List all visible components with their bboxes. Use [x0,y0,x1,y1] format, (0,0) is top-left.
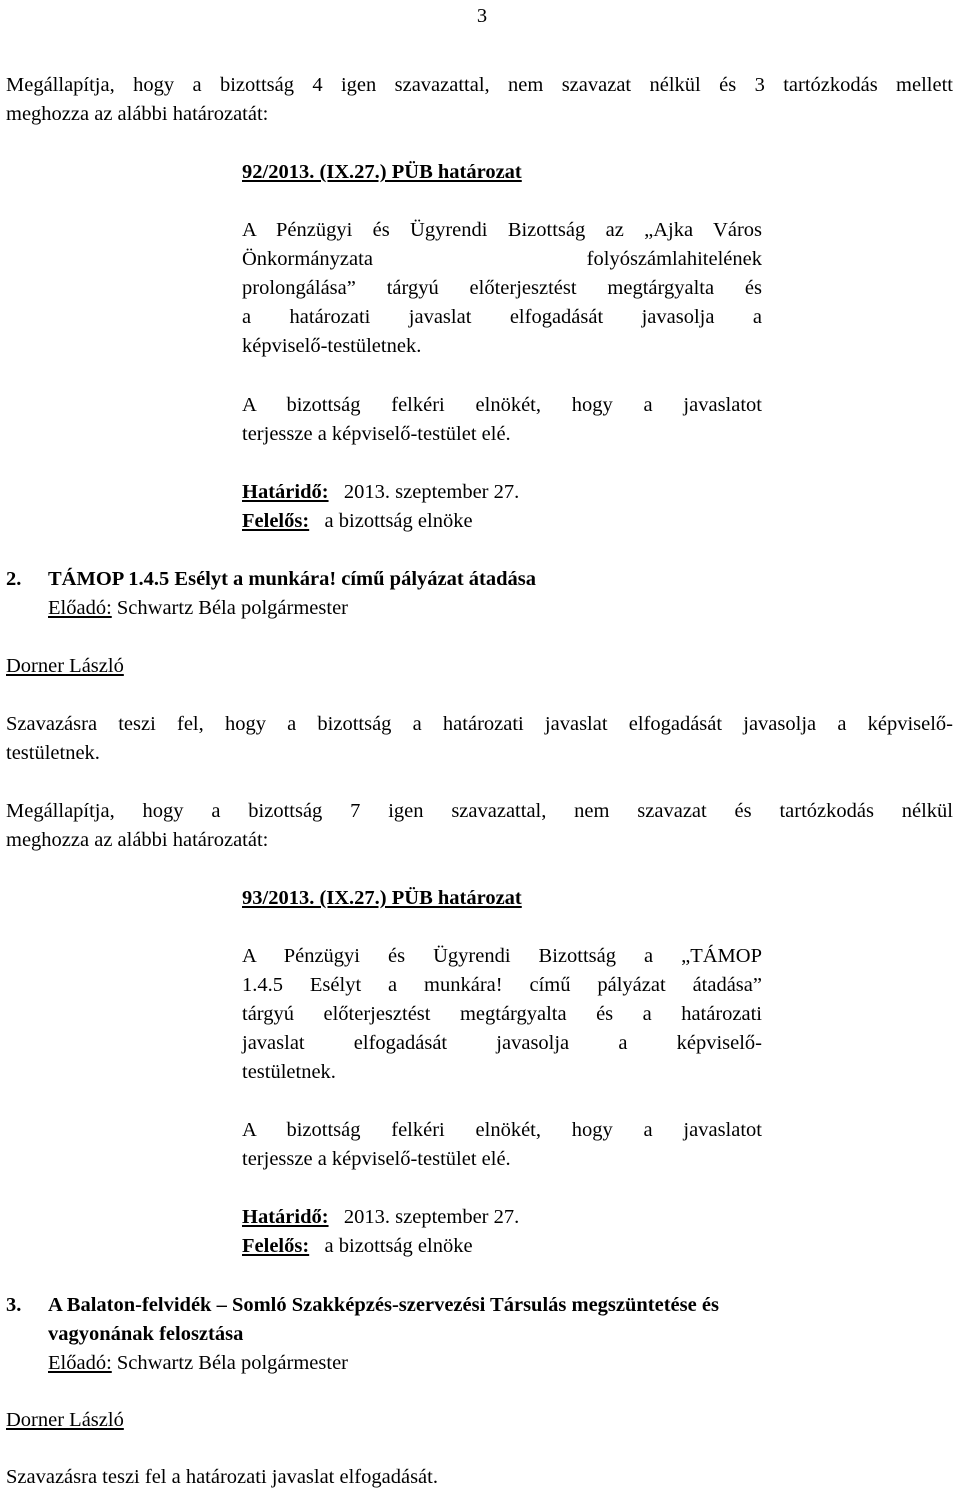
resolution-92-meta [242,478,762,536]
vote-result-paragraph-2 [6,797,953,855]
resolution-93-line-4: javaslat elfogadását javasolja a képviselő- [242,1032,762,1054]
resolution-93-meta [242,1203,762,1261]
vote-result-2-line-2: meghozza az alábbi határozatát: [6,829,269,851]
resolution-92-request [242,391,762,449]
resolution-93-line-1: A Pénzügyi és Ügyrendi Bizottság a „TÁMOP [242,945,762,967]
resolution-93-line-3: tárgyú előterjesztést megtárgyalta és a határozati [242,1003,762,1025]
responsible-value: a bizottság elnöke [324,1235,473,1257]
vote-motion-2-line-2: testületnek. [6,742,100,764]
vote-motion-2 [6,710,953,768]
resolution-92-deadline [242,478,762,507]
resolution-92-line-5: képviselő-testületnek. [242,335,422,357]
resolution-93-body [242,942,762,1087]
resolution-93-line-5: testületnek. [242,1061,336,1083]
agenda-item-3-number: 3. [6,1294,22,1316]
resolution-92 [242,158,762,187]
responsible-label: Felelős: [242,510,310,532]
resolution-93-line-2: 1.4.5 Esélyt a munkára! című pályázat átadása” [242,974,762,996]
resolution-93-deadline [242,1203,762,1232]
agenda-item-3-title-line-2: vagyonának felosztása [48,1323,244,1345]
agenda-item-2-number: 2. [6,568,22,590]
deadline-label: Határidő: [242,481,329,503]
vote-result-line-1: Megállapítja, hogy a bizottság 4 igen szavazattal, nem szavazat nélkül és 3 tartózkodás mellett [6,74,953,96]
deadline-value: 2013. szeptember 27. [343,481,520,503]
agenda-item-2-title: TÁMOP 1.4.5 Esélyt a munkára! című pályázat átadása [48,568,537,590]
vote-motion-3: Szavazásra teszi fel a határozati javaslat elfogadását. [6,1466,438,1488]
resolution-93-request-line-1: A bizottság felkéri elnökét, hogy a javaslatot [242,1119,762,1141]
vote-motion-2-line-1: Szavazásra teszi fel, hogy a bizottság a határozati javaslat elfogadását javasolja a képviselő- [6,713,953,735]
presenter-label: Előadó: [48,1352,112,1374]
vote-result-line-2: meghozza az alábbi határozatát: [6,103,269,125]
resolution-93 [242,884,762,913]
agenda-item-2 [6,565,953,623]
speaker-name: Dorner László [6,655,124,677]
responsible-label: Felelős: [242,1235,310,1257]
resolution-93-responsible [242,1232,762,1261]
agenda-item-3 [6,1291,953,1378]
page-number: 3 [476,5,488,27]
resolution-92-line-1: A Pénzügyi és Ügyrendi Bizottság az „Ajka Város [242,219,762,241]
vote-result-2-line-1: Megállapítja, hogy a bizottság 7 igen szavazattal, nem szavazat és tartózkodás nélkül [6,800,953,822]
resolution-92-title: 92/2013. (IX.27.) PÜB határozat [242,161,522,183]
resolution-92-line-3: prolongálása” tárgyú előterjesztést megtárgyalta és [242,277,762,299]
presenter-label: Előadó: [48,597,112,619]
resolution-92-request-line-1: A bizottság felkéri elnökét, hogy a javaslatot [242,394,762,416]
resolution-92-line-4: a határozati javaslat elfogadását javasolja a [242,306,762,328]
responsible-value: a bizottság elnöke [324,510,473,532]
resolution-92-request-line-2: terjessze a képviselő-testület elé. [242,423,511,445]
resolution-92-line-2: Önkormányzata folyószámlahitelének [242,248,762,270]
deadline-label: Határidő: [242,1206,329,1228]
presenter-value: Schwartz Béla polgármester [116,597,348,619]
vote-result-paragraph-1 [6,71,953,129]
agenda-item-3-title-line-1: A Balaton-felvidék – Somló Szakképzés-szervezési Társulás megszüntetése és [48,1294,719,1316]
deadline-value: 2013. szeptember 27. [343,1206,520,1228]
resolution-93-request [242,1116,762,1174]
resolution-93-request-line-2: terjessze a képviselő-testület elé. [242,1148,511,1170]
speaker-name: Dorner László [6,1409,124,1431]
resolution-92-body [242,216,762,361]
resolution-93-title: 93/2013. (IX.27.) PÜB határozat [242,887,522,909]
resolution-92-responsible [242,507,762,536]
presenter-value: Schwartz Béla polgármester [116,1352,348,1374]
